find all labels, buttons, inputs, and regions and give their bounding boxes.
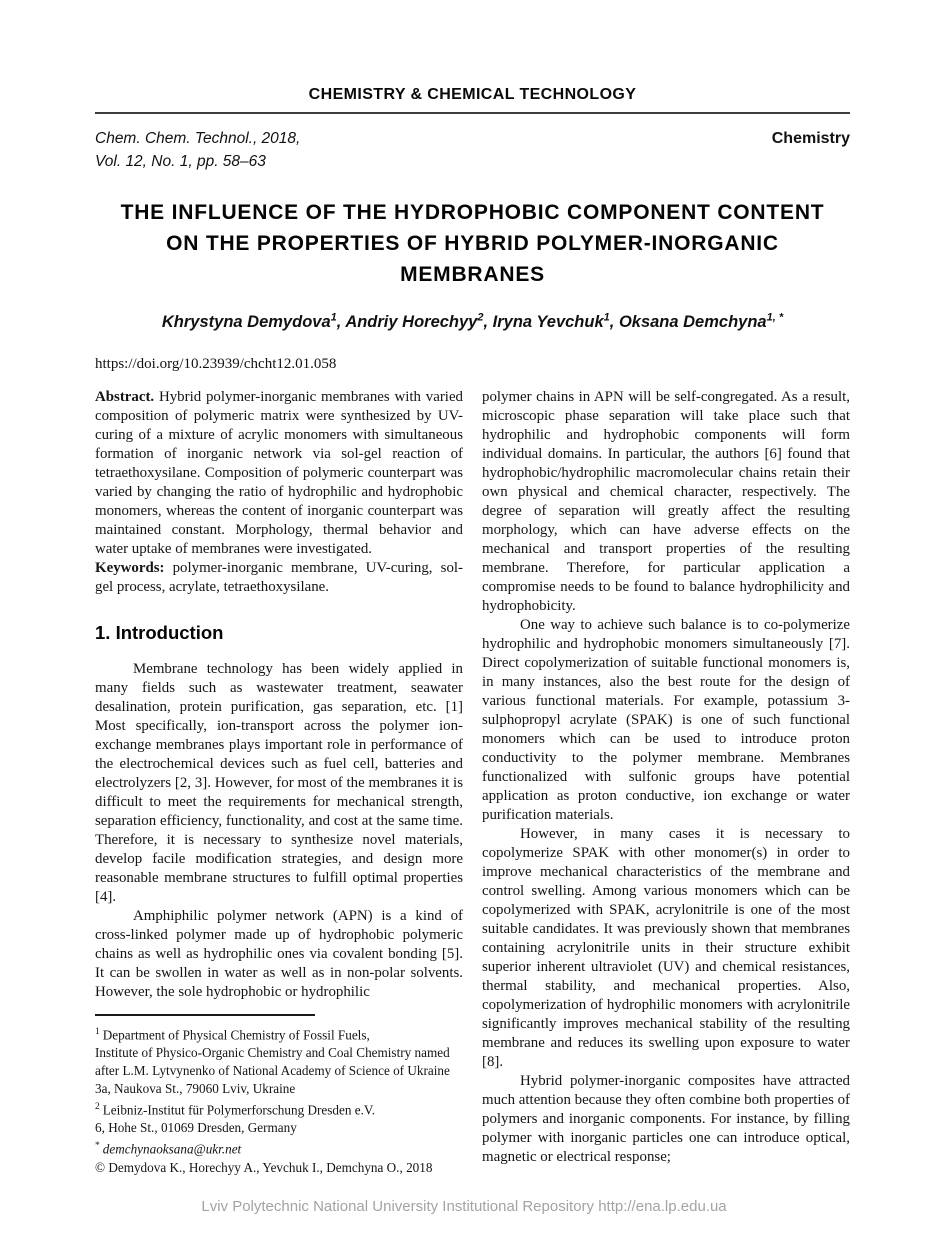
authors-line (95, 311, 850, 332)
paper-title-line1: THE INFLUENCE OF THE HYDROPHOBIC COMPONENT CONTENT (120, 201, 825, 224)
footnotes-block (95, 1014, 463, 1177)
paper-title-line3: MEMBRANES (400, 263, 545, 286)
right-column (482, 388, 850, 1177)
footnote-affiliation-1-cont: Institute of Physico-Organic Chemistry and Coal Chemistry named after L.M. Lytvynenko of National Academy of Science of Ukraine (95, 1044, 450, 1078)
author-2-affiliation-mark: 2 (477, 311, 484, 323)
author-1: Khrystyna Demydova$^1$, (161, 311, 346, 331)
paper-title-line2: ON THE PROPERTIES OF HYBRID POLYMER-INORGANIC (166, 232, 779, 255)
author-1-affiliation-mark: 1 (330, 311, 337, 323)
abstract-paragraph (95, 388, 463, 559)
keywords-paragraph (95, 559, 463, 597)
header-divider (95, 112, 850, 114)
author-2: Andriy Horechyy$^2$, (345, 311, 493, 331)
doi-link: https://doi.org/10.23939/chcht12.01.058 (95, 355, 337, 372)
journal-info-row (95, 127, 850, 173)
section-label: Chemistry (771, 130, 850, 147)
left-column (95, 388, 463, 1177)
keywords-text: polymer-inorganic membrane, UV-curing, sol-gel process, acrylate, tetraethoxysilane. (95, 559, 463, 595)
page-content (95, 86, 850, 1177)
intro-paragraph-2: Amphiphilic polymer network (APN) is a kind of cross-linked polymer made up of hydrophobic polymeric chains as well as hydrophilic ones via covalent bonding [5]. It can be swollen in water as well as in non-polar solvents. However, the sole hydrophobic or hydrophilic (95, 907, 463, 1000)
footnote-corresponding-email: * demchynaoksana@ukr.net (95, 1141, 242, 1157)
paper-title (95, 197, 850, 290)
two-column-body (95, 388, 850, 1177)
footnote-affiliation-2-address: 6, Hohe St., 01069 Dresden, Germany (95, 1120, 297, 1136)
footnote-affiliation-1: $^1$ Department of Physical Chemistry of Fossil Fuels, (95, 1026, 370, 1042)
section-heading-introduction: 1. Introduction (95, 621, 224, 643)
footnote-affiliation-2: $^2$ Leibniz-Institut für Polymerforschung Dresden e.V. (95, 1101, 375, 1118)
abstract-text: Hybrid polymer-inorganic membranes with varied composition of polymeric matrix were synthesized by UV-curing of a mixture of acrylic monomers with simultaneous formation of inorganic network via sol-gel reaction of tetraethoxysilane. Composition of polymeric counterpart was varied by changing the ratio of hydrophilic and hydrophobic monomers, whereas the content of inorganic counterpart was maintained constant. Morphology, thermal behavior and water uptake of membranes were investigated. (95, 388, 463, 557)
keywords-label: Keywords: (95, 559, 165, 576)
journal-citation-line1: Chem. Chem. Technol., 2018, (95, 130, 301, 147)
author-4: Oksana Demchyna$^{1, *}$ (618, 311, 784, 331)
journal-citation (95, 127, 300, 173)
body-paragraph-hybrid: Hybrid polymer-inorganic composites have attracted much attention because they often combine both properties of polymers and inorganic components. For instance, by filling polymer with inorganic particles one can introduce optical, magnetic or electrical response; (482, 1072, 851, 1165)
journal-citation-line2: Vol. 12, No. 1, pp. 58–63 (95, 153, 266, 170)
author-3-affiliation-mark: 1 (603, 311, 610, 323)
footnote-affiliation-1-address: 3a, Naukova St., 79060 Lviv, Ukraine (95, 1080, 296, 1096)
running-head: CHEMISTRY & CHEMICAL TECHNOLOGY (308, 86, 637, 103)
author-3: Iryna Yevchuk$^1$, (492, 311, 619, 331)
body-paragraph-balance: One way to achieve such balance is to co-polymerize hydrophilic and hydrophobic monomers simultaneously [7]. Direct copolymerization of suitable functional monomers is, in many instances, also the best route for the design of various functional materials. For example, potassium 3-sulphopropyl acrylate (SPAK) is one of such functional monomers which can be used to introduce proton conductivity to the polymer membrane. Membranes functionalized with sulfonic groups have potential application as proton conductive, ion exchange or water purification materials. (482, 616, 850, 823)
body-paragraph-copolymerize: However, in many cases it is necessary to copolymerize SPAK with other monomer(s) in order to improve mechanical characteristics of the membrane and control swelling. Among various monomers which can be copolymerized with SPAK, acrylonitrile is one of the most suitable candidates. It was previously shown that membranes containing acrylonitrile units in their structure exhibit superior inherent ultraviolet (UV) and chemical resistances, thermal stability, and mechanical properties. Also, copolymerization of hydrophilic monomers with acrylonitrile significantly improves mechanical stability of the resulting membrane and reduces its swelling upon exposure to water [8]. (482, 825, 850, 1070)
footnote-divider (95, 1014, 315, 1016)
body-paragraph-continuation: polymer chains in APN will be self-congregated. As a result, microscopic phase separation will take place such that hydrophilic and hydrophobic components will form individual domains. In particular, the authors [6] found that hydrophobic/hydrophilic macromolecular chains retain their own physical and chemical character, respectively. The degree of separation will greatly affect the resulting morphology, which can have adverse effects on the mechanical and transport properties of the resulting membrane. Therefore, for particular application a compromise needs to be found to balance hydrophilicity and hydrophobicity. (482, 388, 850, 614)
intro-paragraph-1: Membrane technology has been widely applied in many fields such as wastewater treatment, seawater desalination, protein purification, gas separation, etc. [1] Most specifically, ion-transport across the polymer ion-exchange membranes plays important role in performance of the electrochemical devices such as fuel cell, batteries and electrolyzers [2, 3]. However, for most of the membranes it is difficult to meet the requirements for mechanical strength, separation efficiency, functionality, and cost at the same time. Therefore, it is necessary to synthesize novel materials, develop facile modification strategies, and design more reasonable membrane structures to fulfill optimal properties [4]. (95, 660, 463, 905)
repository-footer: Lviv Polytechnic National University Institutional Repository http://ena.lp.edu.ua (201, 1198, 727, 1215)
footnote-copyright: © Demydova K., Horechyy A., Yevchuk I., Demchyna O., 2018 (95, 1159, 433, 1175)
abstract-label: Abstract. (95, 388, 155, 405)
author-4-affiliation-mark: 1, * (766, 311, 784, 323)
